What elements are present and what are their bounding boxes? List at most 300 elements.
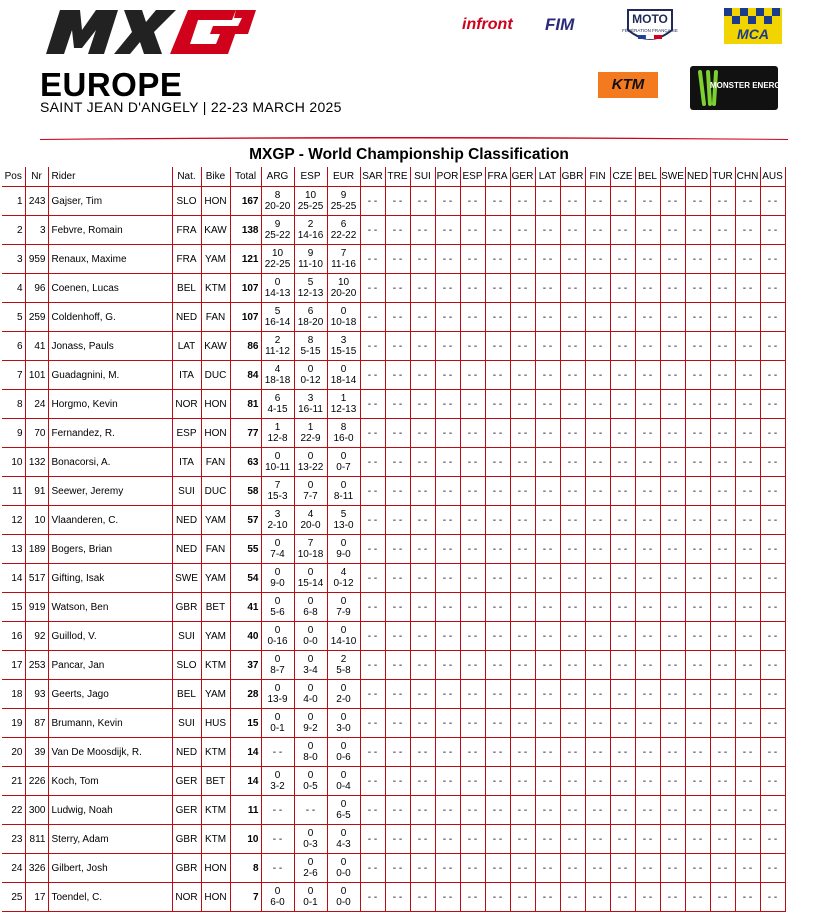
- row-nr: 39: [25, 738, 48, 767]
- round-empty: - -: [735, 854, 760, 883]
- round-result: [261, 477, 294, 506]
- race-points: 5-6: [270, 607, 285, 618]
- round-empty: - -: [261, 825, 294, 854]
- round-result: [327, 738, 360, 767]
- race-points: 25-22: [264, 230, 291, 241]
- round-empty: - -: [585, 390, 610, 419]
- round-result: [261, 187, 294, 216]
- round-points: 0: [274, 654, 281, 665]
- round-points: 0: [340, 712, 347, 723]
- round-empty: - -: [585, 187, 610, 216]
- row-pos: 12: [2, 506, 25, 535]
- round-result: [294, 825, 327, 854]
- round-points: 6: [340, 219, 347, 230]
- round-empty: - -: [760, 796, 785, 825]
- row-pos: 20: [2, 738, 25, 767]
- row-rider: Coenen, Lucas: [48, 274, 172, 303]
- round-points: 0: [274, 770, 281, 781]
- round-empty: - -: [385, 361, 410, 390]
- table-row: [2, 419, 785, 448]
- round-empty: - -: [610, 883, 635, 912]
- race-points: 10-18: [330, 317, 357, 328]
- round-empty: - -: [635, 187, 660, 216]
- race-points: 7-9: [336, 607, 351, 618]
- round-points: 1: [307, 422, 314, 433]
- table-row: [2, 883, 785, 912]
- round-empty: - -: [560, 651, 585, 680]
- round-result: [294, 274, 327, 303]
- round-empty: - -: [635, 767, 660, 796]
- round-empty: - -: [510, 564, 535, 593]
- round-empty: - -: [585, 274, 610, 303]
- round-empty: - -: [485, 216, 510, 245]
- round-empty: - -: [460, 564, 485, 593]
- race-points: 0-1: [270, 723, 285, 734]
- round-empty: - -: [485, 274, 510, 303]
- row-total: 40: [230, 622, 261, 651]
- round-empty: - -: [385, 245, 410, 274]
- round-empty: - -: [710, 274, 735, 303]
- round-empty: - -: [760, 361, 785, 390]
- row-nat: ITA: [172, 448, 201, 477]
- round-empty: - -: [685, 535, 710, 564]
- round-empty: - -: [510, 506, 535, 535]
- round-points: 0: [340, 799, 347, 810]
- round-empty: - -: [435, 622, 460, 651]
- round-empty: - -: [535, 535, 560, 564]
- monster-text: MONSTER ENERGY: [709, 81, 787, 90]
- round-empty: - -: [760, 535, 785, 564]
- round-empty: - -: [710, 216, 735, 245]
- round-empty: - -: [685, 245, 710, 274]
- round-empty: - -: [760, 593, 785, 622]
- table-row: [2, 448, 785, 477]
- race-points: 2-6: [303, 868, 318, 879]
- round-result: [294, 622, 327, 651]
- round-result: [327, 419, 360, 448]
- classification-title: MXGP - World Championship Classification: [249, 146, 569, 163]
- round-points: 2: [274, 335, 281, 346]
- row-bike: KTM: [201, 796, 230, 825]
- col-round: LAT: [535, 167, 560, 187]
- race-points: 6-8: [303, 607, 318, 618]
- round-empty: - -: [510, 680, 535, 709]
- table-row: [2, 303, 785, 332]
- round-empty: - -: [635, 216, 660, 245]
- round-empty: - -: [560, 709, 585, 738]
- row-total: 107: [230, 303, 261, 332]
- col-round: NED: [685, 167, 710, 187]
- round-result: [327, 767, 360, 796]
- monster-claw-icon: [690, 66, 787, 110]
- round-points: 6: [307, 306, 314, 317]
- round-points: 0: [307, 683, 314, 694]
- round-empty: - -: [585, 796, 610, 825]
- round-empty: - -: [735, 767, 760, 796]
- race-points: 0-0: [303, 636, 318, 647]
- round-empty: - -: [510, 448, 535, 477]
- round-empty: - -: [410, 796, 435, 825]
- row-rider: Gajser, Tim: [48, 187, 172, 216]
- row-total: 28: [230, 680, 261, 709]
- round-result: [261, 274, 294, 303]
- race-points: 16-14: [264, 317, 291, 328]
- round-empty: - -: [710, 825, 735, 854]
- round-empty: - -: [460, 187, 485, 216]
- round-empty: - -: [410, 738, 435, 767]
- round-result: [261, 332, 294, 361]
- round-empty: - -: [485, 825, 510, 854]
- round-points: 0: [340, 741, 347, 752]
- round-empty: - -: [685, 651, 710, 680]
- round-points: 0: [307, 886, 314, 897]
- round-empty: - -: [585, 622, 610, 651]
- round-empty: - -: [510, 361, 535, 390]
- round-points: 5: [307, 277, 314, 288]
- col-bike: Bike: [201, 167, 230, 187]
- round-result: [327, 883, 360, 912]
- round-empty: - -: [460, 506, 485, 535]
- round-result: [327, 390, 360, 419]
- round-result: [327, 854, 360, 883]
- round-empty: - -: [460, 535, 485, 564]
- col-round: FIN: [585, 167, 610, 187]
- round-points: 0: [307, 364, 314, 375]
- row-total: 57: [230, 506, 261, 535]
- round-empty: - -: [485, 709, 510, 738]
- col-round: BEL: [635, 167, 660, 187]
- mca-text: MCA: [737, 26, 769, 42]
- race-points: 4-3: [336, 839, 351, 850]
- row-total: 41: [230, 593, 261, 622]
- round-empty: - -: [560, 680, 585, 709]
- ffm-shield-icon: [622, 8, 678, 46]
- round-result: [294, 854, 327, 883]
- round-empty: - -: [610, 564, 635, 593]
- round-empty: - -: [385, 622, 410, 651]
- round-points: 0: [274, 538, 281, 549]
- round-empty: - -: [710, 854, 735, 883]
- round-empty: - -: [760, 506, 785, 535]
- round-result: [261, 593, 294, 622]
- ffm-moto-text: MOTO: [632, 12, 668, 26]
- round-empty: - -: [610, 245, 635, 274]
- row-pos: 6: [2, 332, 25, 361]
- round-points: 1: [340, 393, 347, 404]
- round-result: [294, 187, 327, 216]
- row-bike: HON: [201, 854, 230, 883]
- col-round: SUI: [410, 167, 435, 187]
- round-empty: - -: [510, 477, 535, 506]
- table-row: [2, 825, 785, 854]
- row-rider: Gilbert, Josh: [48, 854, 172, 883]
- round-empty: - -: [760, 274, 785, 303]
- round-empty: - -: [460, 593, 485, 622]
- table-row: [2, 506, 785, 535]
- round-empty: - -: [460, 419, 485, 448]
- row-bike: HON: [201, 883, 230, 912]
- round-empty: - -: [385, 738, 410, 767]
- race-points: 4-0: [303, 694, 318, 705]
- col-round: TUR: [710, 167, 735, 187]
- round-empty: - -: [410, 651, 435, 680]
- row-bike: YAM: [201, 622, 230, 651]
- round-empty: - -: [735, 535, 760, 564]
- row-rider: Vlaanderen, C.: [48, 506, 172, 535]
- row-nat: NED: [172, 303, 201, 332]
- round-empty: - -: [435, 506, 460, 535]
- row-rider: Ludwig, Noah: [48, 796, 172, 825]
- round-empty: - -: [760, 419, 785, 448]
- round-empty: - -: [685, 854, 710, 883]
- round-empty: - -: [685, 419, 710, 448]
- round-empty: - -: [760, 680, 785, 709]
- round-empty: - -: [560, 390, 585, 419]
- round-empty: - -: [660, 651, 685, 680]
- col-round: GER: [510, 167, 535, 187]
- round-result: [294, 303, 327, 332]
- col-round: TRE: [385, 167, 410, 187]
- col-round: AUS: [760, 167, 785, 187]
- round-empty: - -: [560, 274, 585, 303]
- col-round: SWE: [660, 167, 685, 187]
- row-bike: KAW: [201, 332, 230, 361]
- round-empty: - -: [560, 303, 585, 332]
- round-empty: - -: [360, 477, 385, 506]
- round-empty: - -: [610, 187, 635, 216]
- round-empty: - -: [410, 564, 435, 593]
- table-row: [2, 709, 785, 738]
- col-round: CHN: [735, 167, 760, 187]
- round-empty: - -: [710, 564, 735, 593]
- round-empty: - -: [435, 245, 460, 274]
- row-total: 58: [230, 477, 261, 506]
- row-pos: 11: [2, 477, 25, 506]
- round-empty: - -: [685, 680, 710, 709]
- round-result: [327, 709, 360, 738]
- race-points: 8-0: [303, 752, 318, 763]
- row-pos: 7: [2, 361, 25, 390]
- round-empty: - -: [460, 680, 485, 709]
- round-empty: - -: [735, 825, 760, 854]
- classification-table: [2, 167, 786, 912]
- table-row: [2, 564, 785, 593]
- row-nat: SUI: [172, 477, 201, 506]
- round-empty: - -: [460, 390, 485, 419]
- round-empty: - -: [710, 477, 735, 506]
- round-empty: - -: [485, 593, 510, 622]
- round-empty: - -: [410, 216, 435, 245]
- round-points: 0: [274, 886, 281, 897]
- race-points: 0-3: [303, 839, 318, 850]
- round-points: 3: [307, 393, 314, 404]
- col-total: Total: [230, 167, 261, 187]
- round-empty: - -: [535, 854, 560, 883]
- round-empty: - -: [735, 332, 760, 361]
- round-empty: - -: [685, 622, 710, 651]
- round-empty: - -: [685, 216, 710, 245]
- round-empty: - -: [535, 593, 560, 622]
- race-points: 7-4: [270, 549, 285, 560]
- round-empty: - -: [360, 187, 385, 216]
- round-empty: - -: [585, 361, 610, 390]
- round-points: 8: [274, 190, 281, 201]
- round-empty: - -: [735, 593, 760, 622]
- row-rider: Gifting, Isak: [48, 564, 172, 593]
- row-nr: 259: [25, 303, 48, 332]
- row-nat: FRA: [172, 245, 201, 274]
- round-result: [294, 883, 327, 912]
- race-points: 6-5: [336, 810, 351, 821]
- round-empty: - -: [385, 535, 410, 564]
- round-empty: - -: [485, 448, 510, 477]
- round-result: [327, 506, 360, 535]
- round-empty: - -: [585, 245, 610, 274]
- col-round: ARG: [261, 167, 294, 187]
- round-result: [261, 651, 294, 680]
- race-points: 7-7: [303, 491, 318, 502]
- round-empty: - -: [360, 303, 385, 332]
- round-empty: - -: [635, 245, 660, 274]
- round-empty: - -: [585, 448, 610, 477]
- round-empty: - -: [610, 332, 635, 361]
- table-row: [2, 477, 785, 506]
- race-points: 0-5: [303, 781, 318, 792]
- round-empty: - -: [410, 535, 435, 564]
- row-total: 14: [230, 767, 261, 796]
- row-bike: FAN: [201, 448, 230, 477]
- row-rider: Toendel, C.: [48, 883, 172, 912]
- row-pos: 18: [2, 680, 25, 709]
- round-points: 0: [307, 654, 314, 665]
- ffm-federation-text: FÉDÉRATION FRANÇAISE: [622, 28, 678, 33]
- round-empty: - -: [735, 448, 760, 477]
- round-points: 0: [340, 364, 347, 375]
- round-empty: - -: [710, 796, 735, 825]
- round-empty: - -: [685, 274, 710, 303]
- row-nr: 300: [25, 796, 48, 825]
- round-empty: - -: [735, 622, 760, 651]
- round-empty: - -: [360, 651, 385, 680]
- row-nat: ESP: [172, 419, 201, 448]
- round-empty: - -: [585, 709, 610, 738]
- col-round: ESP: [294, 167, 327, 187]
- round-empty: - -: [510, 854, 535, 883]
- round-empty: - -: [735, 187, 760, 216]
- round-empty: - -: [460, 303, 485, 332]
- round-empty: - -: [410, 767, 435, 796]
- row-nat: NED: [172, 506, 201, 535]
- round-points: 0: [307, 451, 314, 462]
- round-empty: - -: [560, 245, 585, 274]
- col-round: POR: [435, 167, 460, 187]
- round-empty: - -: [435, 883, 460, 912]
- round-empty: - -: [535, 506, 560, 535]
- round-empty: - -: [710, 767, 735, 796]
- race-points: 25-25: [330, 201, 357, 212]
- round-points: 9: [307, 248, 314, 259]
- row-total: 11: [230, 796, 261, 825]
- round-empty: - -: [535, 187, 560, 216]
- round-empty: - -: [385, 187, 410, 216]
- round-points: 0: [307, 770, 314, 781]
- race-points: 22-9: [300, 433, 321, 444]
- row-nat: BEL: [172, 680, 201, 709]
- race-points: 0-7: [336, 462, 351, 473]
- round-empty: - -: [261, 796, 294, 825]
- race-points: 0-4: [336, 781, 351, 792]
- round-points: 0: [340, 857, 347, 868]
- row-total: 86: [230, 332, 261, 361]
- round-points: 0: [340, 480, 347, 491]
- round-empty: - -: [660, 303, 685, 332]
- row-nat: NED: [172, 535, 201, 564]
- round-empty: - -: [460, 738, 485, 767]
- round-result: [261, 303, 294, 332]
- round-empty: - -: [635, 361, 660, 390]
- round-result: [294, 564, 327, 593]
- row-bike: BET: [201, 593, 230, 622]
- race-points: 8-11: [333, 491, 354, 502]
- round-empty: - -: [685, 361, 710, 390]
- round-empty: - -: [735, 506, 760, 535]
- round-empty: - -: [635, 883, 660, 912]
- round-result: [294, 738, 327, 767]
- round-empty: - -: [685, 303, 710, 332]
- round-empty: - -: [685, 738, 710, 767]
- row-bike: BET: [201, 767, 230, 796]
- round-empty: - -: [635, 796, 660, 825]
- round-empty: - -: [585, 535, 610, 564]
- row-nr: 17: [25, 883, 48, 912]
- round-empty: - -: [760, 738, 785, 767]
- race-points: 3-4: [303, 665, 318, 676]
- round-empty: - -: [635, 709, 660, 738]
- round-empty: - -: [585, 738, 610, 767]
- round-empty: - -: [735, 216, 760, 245]
- row-bike: HON: [201, 390, 230, 419]
- row-total: 10: [230, 825, 261, 854]
- row-bike: KTM: [201, 738, 230, 767]
- row-nat: SUI: [172, 709, 201, 738]
- round-empty: - -: [735, 477, 760, 506]
- round-empty: - -: [435, 361, 460, 390]
- round-empty: - -: [435, 854, 460, 883]
- round-points: 0: [307, 741, 314, 752]
- round-points: 0: [307, 480, 314, 491]
- round-empty: - -: [560, 332, 585, 361]
- row-nr: 24: [25, 390, 48, 419]
- race-points: 15-15: [330, 346, 357, 357]
- round-empty: - -: [410, 274, 435, 303]
- row-nat: NED: [172, 738, 201, 767]
- round-empty: - -: [635, 593, 660, 622]
- round-points: 0: [274, 596, 281, 607]
- round-empty: - -: [710, 245, 735, 274]
- col-round: EUR: [327, 167, 360, 187]
- round-empty: - -: [560, 825, 585, 854]
- round-empty: - -: [760, 390, 785, 419]
- round-empty: - -: [385, 680, 410, 709]
- round-empty: - -: [610, 854, 635, 883]
- row-total: 8: [230, 854, 261, 883]
- round-empty: - -: [410, 709, 435, 738]
- row-pos: 1: [2, 187, 25, 216]
- round-points: 8: [307, 335, 314, 346]
- round-empty: - -: [385, 477, 410, 506]
- round-empty: - -: [385, 303, 410, 332]
- round-empty: - -: [610, 709, 635, 738]
